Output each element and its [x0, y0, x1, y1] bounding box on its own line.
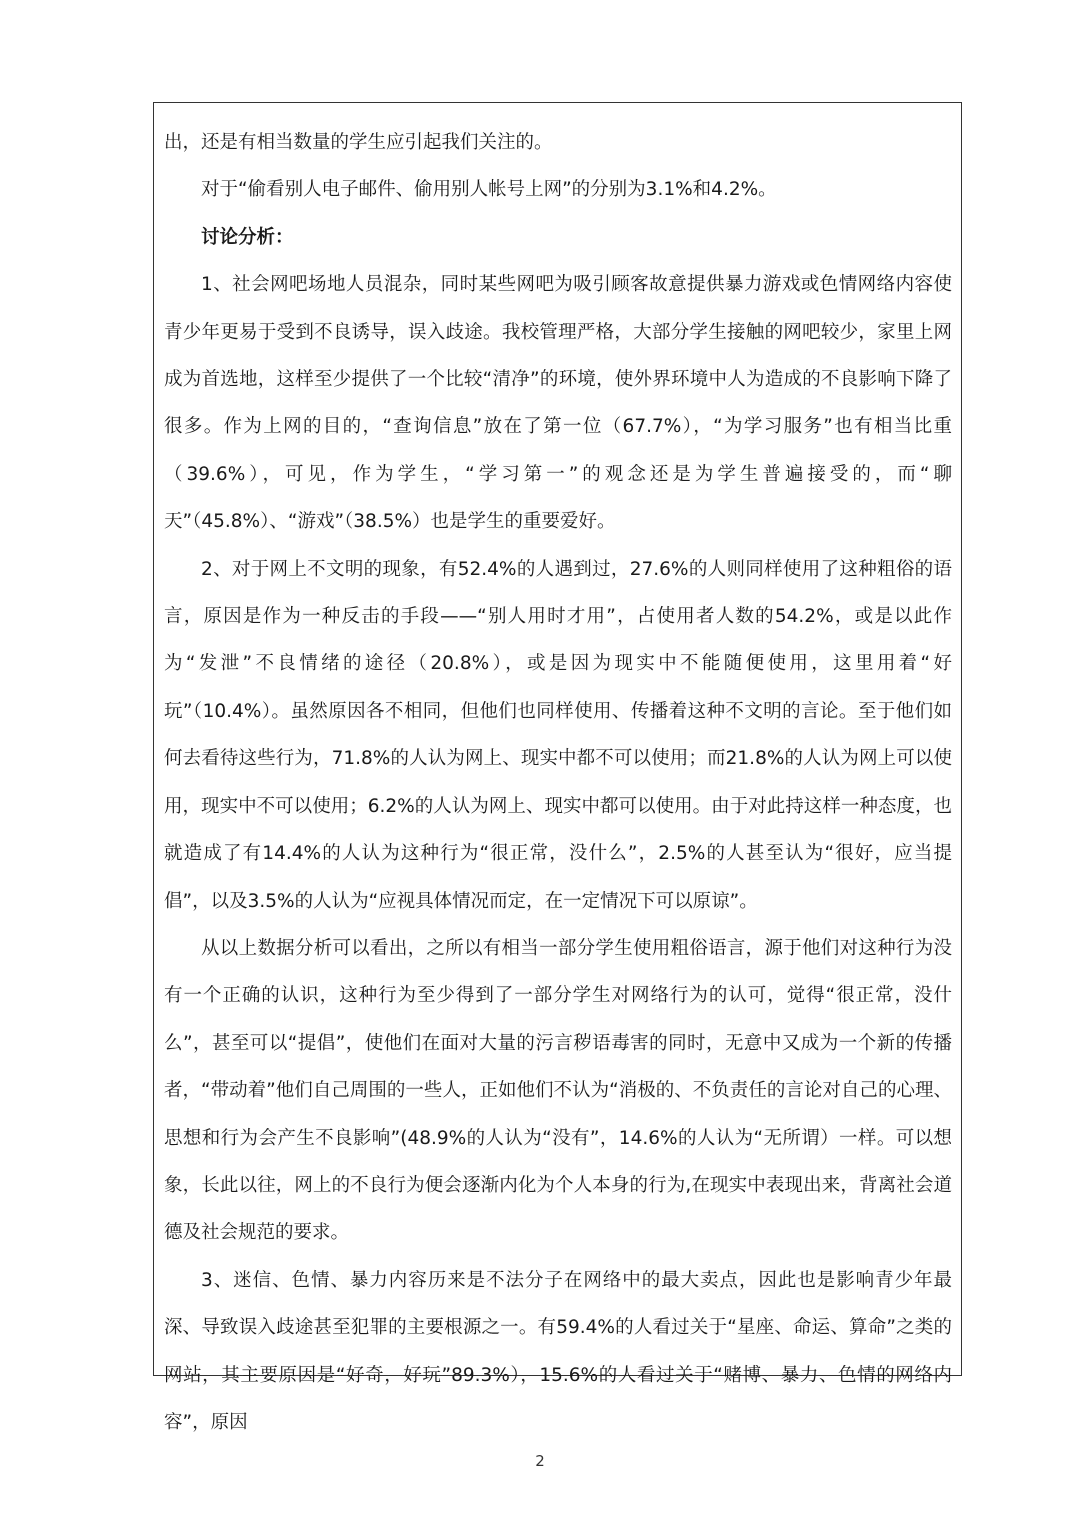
document-frame: [153, 102, 962, 1433]
page-number: 2: [535, 1452, 545, 1470]
paragraph-point-1: 1、社会网吧场地人员混杂，同时某些网吧为吸引顾客故意提供暴力游戏或色情网络内容使青少年更易于受到不良诱导，误入歧途。我校管理严格，大部分学生接触的网吧较少，家里上网成为首选地，这样至少提供了一个比较“清净”的环境，使外界环境中人为造成的不良影响下降了很多。作为上网的目的，“查询信息”放在了第一位（67.7%），“为学习服务”也有相当比重（39.6%），可见，作为学生，“学习第一”的观念还是为学生普遍接受的，而“聊天”（45.8%）、“游戏”（38.5%）也是学生的重要爱好。: [164, 274, 952, 533]
paragraph-analysis: 从以上数据分析可以看出，之所以有相当一部分学生使用粗俗语言，源于他们对这种行为没有一个正确的认识，这种行为至少得到了一部分学生对网络行为的认可，觉得“很正常，没什么”，甚至可以“提倡”，使他们在面对大量的污言秽语毒害的同时，无意中又成为一个新的传播者，“带动着”他们自己周围的一些人，正如他们不认为“消极的、不负责任的言论对自己的心理、思想和行为会产生不良影响”(48.9%的人认为“没有”，14.6%的人认为“无所谓）一样。可以想象，长此以往，网上的不良行为便会逐渐内化为个人本身的行为,在现实中表现出来，背离社会道德及社会规范的要求。: [164, 937, 952, 1244]
paragraph-point-3: 3、迷信、色情、暴力内容历来是不法分子在网络中的最大卖点，因此也是影响青少年最深、导致误入歧途甚至犯罪的主要根源之一。有59.4%的人看过关于“星座、命运、算命”之类的网站，其主要原因是“好奇，好玩”89.3%），15.6%的人看过关于“赌博、暴力、色情的网络内容”，原因: [164, 1269, 952, 1433]
section-heading-discussion: 讨论分析：: [201, 226, 294, 248]
document-body: [164, 119, 952, 1446]
paragraph-point-2: 2、对于网上不文明的现象，有52.4%的人遇到过，27.6%的人则同样使用了这种粗俗的语言，原因是作为一种反击的手段——“别人用时才用”，占使用者人数的54.2%，或是以此作为“发泄”不良情绪的途径（20.8%），或是因为现实中不能随便使用，这里用着“好玩”（10.4%）。虽然原因各不相同，但他们也同样使用、传播着这种不文明的言论。至于他们如何去看待这些行为，71.8%的人认为网上、现实中都不可以使用；而21.8%的人认为网上可以使用，现实中不可以使用；6.2%的人认为网上、现实中都可以使用。由于对此持这样一种态度，也就造成了有14.4%的人认为这种行为“很正常，没什么”，2.5%的人甚至认为“很好，应当提倡”，以及3.5%的人认为“应视具体情况而定，在一定情况下可以原谅”。: [164, 558, 952, 912]
paragraph-continuation: 出，还是有相当数量的学生应引起我们关注的。: [164, 132, 553, 153]
paragraph-email-stats: 对于“偷看别人电子邮件、偷用别人帐号上网”的分别为3.1%和4.2%。: [201, 179, 777, 201]
